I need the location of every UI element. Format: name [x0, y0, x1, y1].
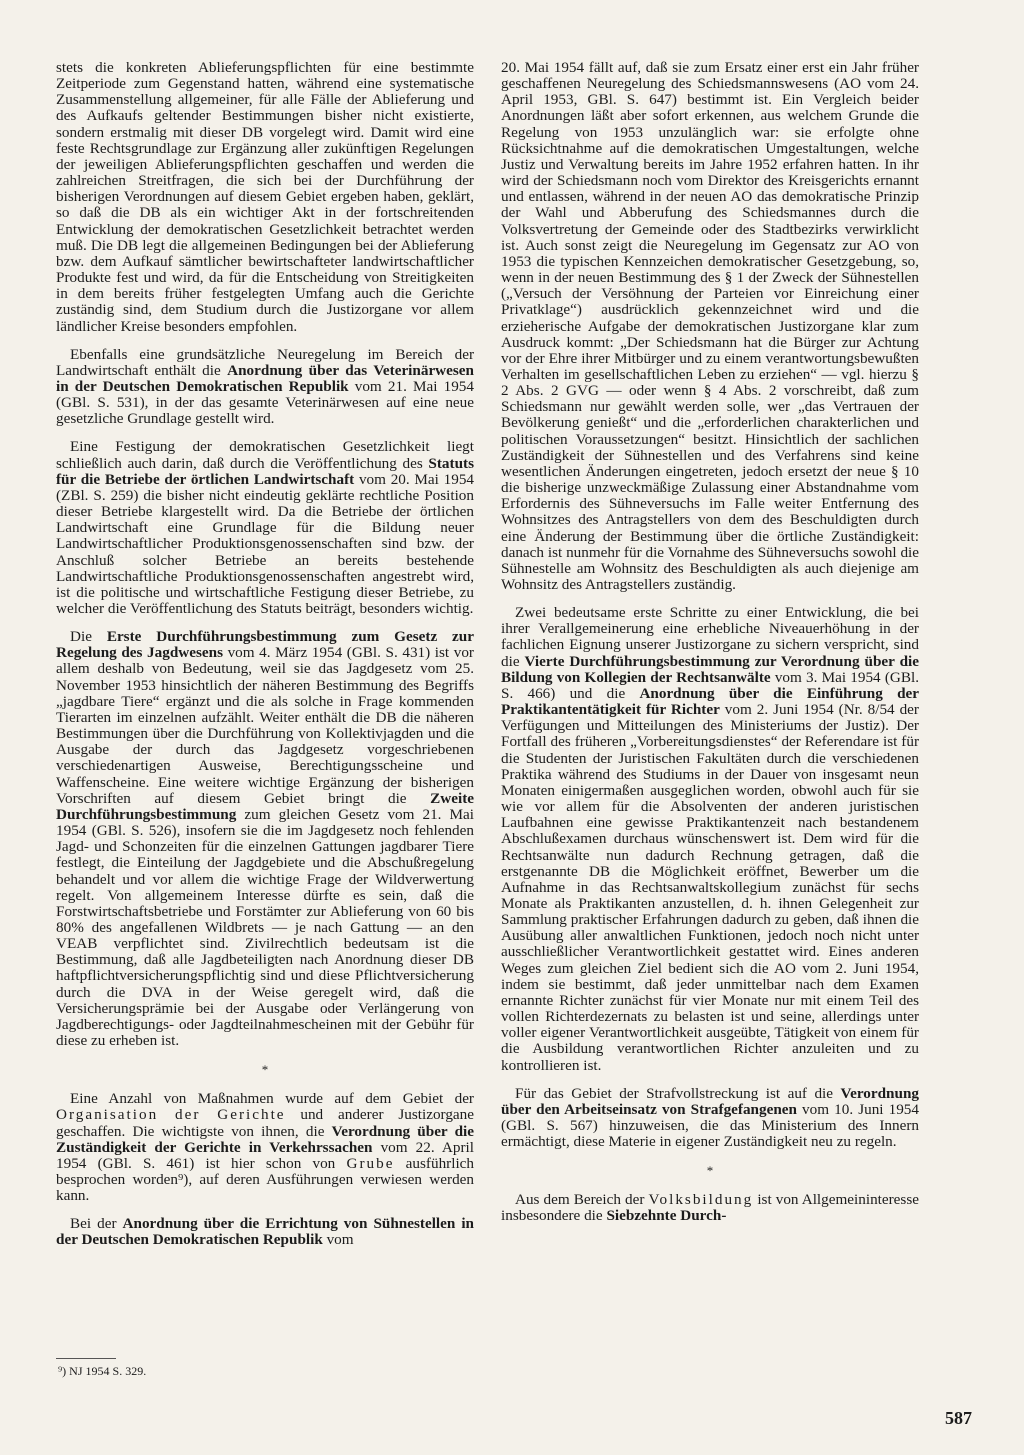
paragraph: 20. Mai 1954 fällt auf, daß sie zum Ersatz einer erst ein Jahr früher geschaffenen Neuregelung des Schiedsmannswesens (AO vom 24. April 1953, GBl. S. 647) bestimmt ist. Ein Vergleich beider Anordnungen läßt aber sofort erkennen, aus welchem Grunde die Regelung von 1953 unzulänglich war: sie erfolgte ohne Rücksichtnahme auf die demokratischen Umgestaltungen, welche Justiz und Verwaltung bereits im Jahre 1952 erfahren hatten. In ihr wird der Schiedsmann noch vom Direktor des Kreisgerichts ernannt und entlassen, während in der neuen AO das demokratische Prinzip der Wahl und Abberufung des Schiedsmannes durch die Volksvertretung der Gemeinde oder des Stadtbezirks verwirklicht ist. Auch sonst zeigt die Neuregelung im Gegensatz zur AO von 1953 die typischen Kennzeichen demokratischer Gesetzgebung, so, wenn in der neuen Bestimmung des § 1 der Zweck der Sühnestellen („Versuch der Versöhnung der Parteien vor Einreichung einer Privatklage“) ausdrücklich gekennzeichnet wird und die erzieherische Aufgabe der demokratischen Justizorgane klar zum Ausdruck kommt: „Der Schiedsmann hat die Bürger zur Achtung vor der Ehre ihrer Mitbürger und zu einem verantwortungsbewußten Verhalten im gesellschaftlichen Leben zu erziehen“ — vgl. hierzu § 2 Abs. 2 GVG — oder wenn § 4 Abs. 2 vorschreibt, daß zum Schiedsmann nur gewählt werden solle, wer „das Vertrauen der Bevölkerung genießt“ und die „erforderlichen charakterlichen und politischen Voraussetzungen“ besitzt. Hinsichtlich der sachlichen Zuständigkeit der Sühnestellen und des Verfahrens sind keine wesentlichen Änderungen eingetreten, jedoch ersetzt der neue § 10 die bisherige unzweckmäßige Zulassung einer Abstandnahme vom Erfordernis des Sühneversuchs im Falle weiter Entfernung des Wohnsitzes des Antragstellers von dem des Beschuldigten durch eine Änderung der Bestimmung über die örtliche Zuständigkeit: danach ist nunmehr für die Vornahme des Sühneversuchs sowohl die Sühnestelle am Wohnsitz des Beschuldigten als auch diejenige am Wohnsitz des Antragstellers zuständig.: [501, 59, 919, 593]
paragraph: Für das Gebiet der Strafvollstreckung ist auf die Verordnung über den Arbeitseinsatz von Strafgefangenen vom 10. Juni 1954 (GBl. S. 567) hinzuweisen, die das Ministerium des Innern ermächtigt, diese Materie in eigener Zuständigkeit neu zu regeln.: [501, 1084, 919, 1151]
paragraph: Die Erste Durchführungsbestimmung zum Gesetz zur Regelung des Jagdwesens vom 4. März 1954 (GBl. S. 431) ist vor allem deshalb von Bedeutung, weil sie das Jagdgesetz vom 25. November 1953 hinsichtlich der näheren Bestimmung des Begriffs „jagdbare Tiere“ ergänzt und die als solche in Frage kommenden Tierarten im einzelnen aufzählt. Weiter enthält die DB die näheren Bestimmungen über die Durchführung von Kollektivjagden und die Ausgabe der durch das Jagdgesetz vorgeschriebenen verschiedenartigen Ausweise, Berechtigungsscheine und Waffenscheine. Eine weitere wichtige Ergänzung der bisherigen Vorschriften auf diesem Gebiet bringt die Zweite Durchführungsbestimmung zum gleichen Gesetz vom 21. Mai 1954 (GBl. S. 526), insofern sie die im Jagdgesetz noch fehlenden Jagd- und Schonzeiten für die einzelnen Gattungen jagdbarer Tiere festlegt, die Einteilung der Jagdgebiete und die Abschußregelung behandelt und vor allem die wichtige Frage der Wildverwertung regelt. Von allgemeinem Interesse dürfte es sein, daß die Forstwirtschaftsbetriebe und Forstämter zur Ablieferung von 60 bis 80% des angefallenen Wildbrets — je nach Gattung — an den VEAB verpflichtet sind. Zivilrechtlich bedeutsam ist die Bestimmung, daß alle Jagdbeteiligten nach Anordnung dieser DB haftpflichtversicherungspflichtig sind und diese Pflichtversicherung durch die DVA in der Weise geregelt wird, daß die Versicherungsprämie bei der Ausgabe oder Verlängerung von Jagdberechtigungs- oder Jagdteilnahmescheinen mit der Gebühr für diese zu erheben ist.: [56, 628, 474, 1050]
spaced-term: Organisation der Gerichte: [56, 1106, 286, 1124]
bold-title: Zweite Durchführungsbestimmung: [56, 789, 474, 823]
paragraph: Eine Anzahl von Maßnahmen wurde auf dem Gebiet der Organisation der Gerichte und anderer Justizorgane geschaffen. Die wichtigste von ihnen, die Verordnung über die Zuständigkeit der Gerichte in Verkehrssachen vom 22. April 1954 (GBl. S. 461) ist hier schon von Grube ausführlich besprochen worden⁹), auf deren Ausführungen verwiesen werden kann.: [56, 1090, 475, 1205]
footnote-rule: [56, 1358, 116, 1359]
bold-title: Anordnung über die Einführung der Praktikantentätigkeit für Richter: [501, 684, 919, 719]
bold-title: Erste Durchführungsbestimmung zum Gesetz zur Regelung des Jagdwesens: [56, 628, 474, 662]
bold-title: Vierte Durchführungsbestimmung zur Verordnung über die Bildung von Kollegien der Rechtsanwälte: [501, 652, 919, 686]
section-separator: *: [261, 1062, 269, 1078]
paragraph: Aus dem Bereich der Volksbildung ist von Allgemeininteresse insbesondere die Siebzehnte Durch-: [501, 1191, 919, 1225]
bold-title: Statuts für die Betriebe der örtlichen Landwirtschaft: [56, 454, 474, 488]
right-column: [501, 60, 919, 1225]
paragraph: Ebenfalls eine grundsätzliche Neuregelung im Bereich der Landwirtschaft enthält die Anordnung über das Veterinärwesen in der Deutschen Demokratischen Republik vom 21. Mai 1954 (GBl. S. 531), in der das gesamte Veterinärwesen auf eine neue gesetzliche Grundlage gestellt wird.: [56, 345, 474, 428]
paragraph: Eine Festigung der demokratischen Gesetzlichkeit liegt schließlich auch darin, daß durch die Veröffentlichung des Statuts für die Betriebe der örtlichen Landwirtschaft vom 20. Mai 1954 (ZBl. S. 259) die bisher nicht eindeutig geklärte rechtliche Position dieser Betriebe klargestellt wird. Da die Betriebe der örtlichen Landwirtschaft eine Grundlage für die Bildung neuer Landwirtschaftlicher Produktionsgenossenschaften sind bzw. der Anschluß solcher Betriebe an bereits bestehende Landwirtschaftliche Produktionsgenossenschaften angestrebt wird, ist die politische und wirtschaftliche Festigung dieser Betriebe, zu welcher die Veröffentlichung des Statuts beiträgt, besonders wichtig.: [56, 438, 475, 617]
bold-title: Siebzehnte Durch-: [606, 1207, 727, 1225]
paragraph: Zwei bedeutsame erste Schritte zu einer Entwicklung, die bei ihrer Verallgemeinerung eine erhebliche Niveauerhöhung in der fachlichen Eignung unserer Justizorgane zu sichern verspricht, sind die Vierte Durchführungsbestimmung zur Verordnung über die Bildung von Kollegien der Rechtsanwälte vom 3. Mai 1954 (GBl. S. 466) und die Anordnung über die Einführung der Praktikantentätigkeit für Richter vom 2. Juni 1954 (Nr. 8/54 der Verfügungen und Mitteilungen des Ministeriums der Justiz). Der Fortfall des früheren „Vorbereitungsdienstes“ der Referendare ist für die Studenten der Juristischen Fakultäten durch die verschiedenen Praktika während des Studiums in der Dauer von insgesamt neun Monaten einigermaßen ausgeglichen worden, obwohl auch für sie wie vor allem für die Absolventen der anderen juristischen Laufbahnen eine gewisse Praktikantenzeit nach bestandenem Abschlußexamen durchaus wünschenswert ist. Dem wird für die Rechtsanwälte nun dadurch Rechnung getragen, daß die erstgenannte DB die Möglichkeit eröffnet, Bewerber um die Aufnahme in das Rechtsanwaltskollegium zunächst für sechs Monate als Praktikanten anzustellen, d. h. ihnen Gelegenheit zur Sammlung praktischer Erfahrungen dadurch zu geben, daß ihnen die Ausübung aller anwaltlichen Funktionen, jedoch noch nicht unter ausschließlicher Verantwortlichkeit gestattet wird. Eines anderen Weges zum gleichen Ziel bedient sich die AO vom 2. Juni 1954, indem sie bestimmt, daß jeder unmittelbar nach dem Examen ernannte Richter zunächst für vier Monate nur mit einem Teil des vollen Richterdezernats zu belasten ist und seine, allerdings unter voller eigener Verantwortlichkeit ausgeübte, Tätigkeit von einem für die Ausbildung verantwortlichen Richter anzuleiten und zu kontrollieren ist.: [501, 604, 919, 1074]
section-separator: *: [706, 1163, 714, 1179]
page-number: 587: [945, 1408, 972, 1428]
spaced-term: Volksbildung: [648, 1191, 754, 1209]
footnote: ⁹) NJ 1954 S. 329.: [58, 1364, 147, 1378]
bold-title: Anordnung über die Errichtung von Sühnestellen in der Deutschen Demokratischen Republik: [56, 1215, 474, 1249]
bold-title: Verordnung über den Arbeitseinsatz von Strafgefangenen: [501, 1084, 919, 1118]
bold-title: Anordnung über das Veterinärwesen in der Deutschen Demokratischen Republik: [56, 361, 474, 395]
paragraph: stets die konkreten Ablieferungspflichten für eine bestimmte Zeitperiode zum Gegenstand hatten, während eine systematische Zusammenstellung allgemeiner, für alle Fälle der Ablieferung und des Aufkaufs geltender Bestimmungen bisher nicht existierte, sondern erstmalig mit dieser DB vorgelegt wird. Damit wird eine feste Rechtsgrundlage zur Ergänzung aller zukünftigen Regelungen der jeweiligen Ablieferungspflichten geschaffen und werden die zahlreichen Streitfragen, die sich bei der Durchführung der bisherigen Verordnungen auf diesem Gebiet ergeben haben, geklärt, so daß die DB als ein wichtiger Akt in der fortschreitenden Entwicklung der demokratischen Gesetzlichkeit betrachtet werden muß. Die DB legt die allgemeinen Bedingungen bei der Ablieferung bzw. dem Aufkauf sämtlicher bewirtschafteter landwirtschaftlicher Produkte fest und wird, da für die Entscheidung von Streitigkeiten in dem bereits früher festgelegten Umfang auch die Gerichte zuständig sind, dem Studium durch die Justizorgane vor allem ländlicher Kreise besonders empfohlen.: [56, 59, 474, 335]
bold-title: Verordnung über die Zuständigkeit der Gerichte in Verkehrssachen: [56, 1122, 474, 1156]
left-column: [56, 60, 474, 1249]
spaced-term: Grube: [346, 1154, 395, 1172]
paragraph: Bei der Anordnung über die Errichtung von Sühnestellen in der Deutschen Demokratischen Republik vom: [56, 1215, 474, 1249]
